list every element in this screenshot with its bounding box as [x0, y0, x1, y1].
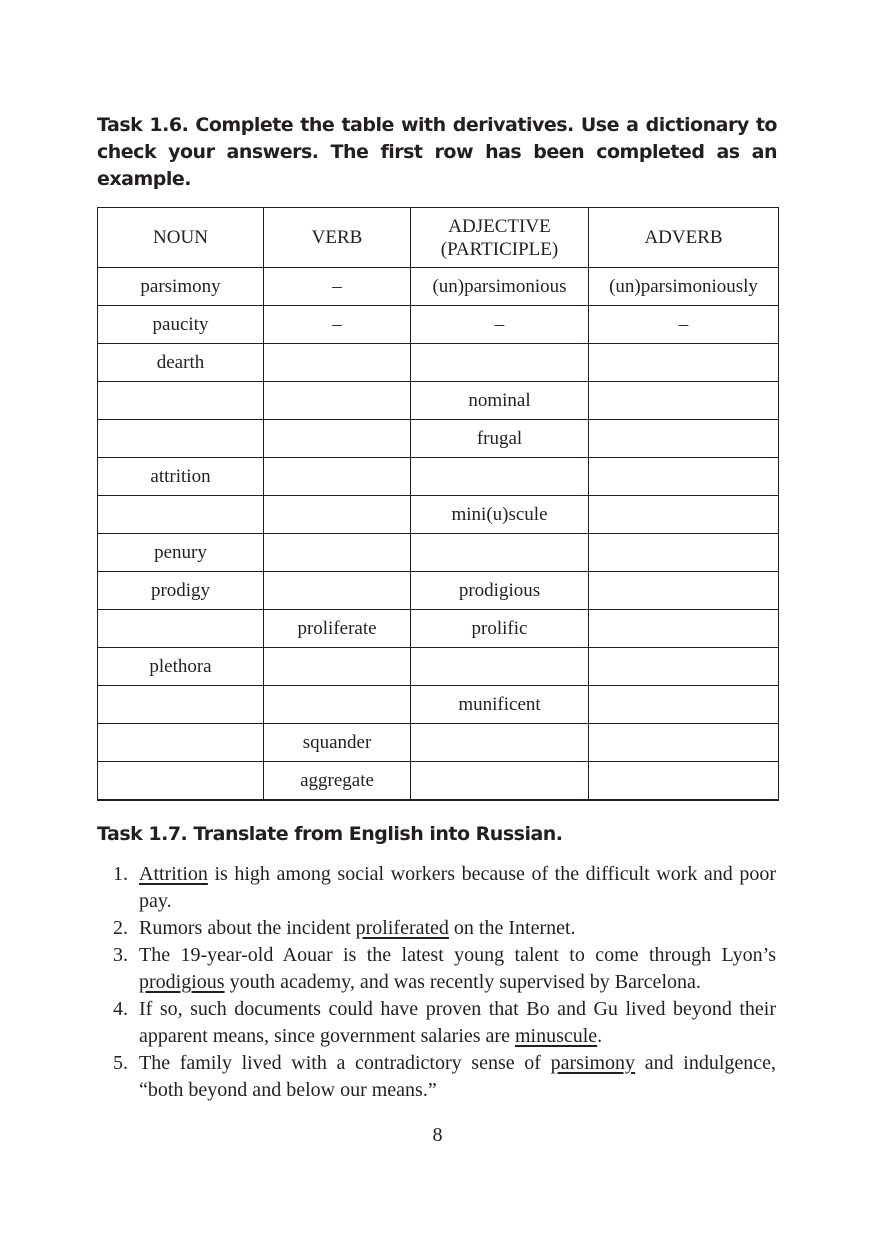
- cell-adverb: [589, 344, 779, 382]
- list-item-number: 3.: [113, 944, 128, 966]
- cell-noun: plethora: [98, 648, 264, 686]
- cell-verb: [264, 496, 411, 534]
- translation-sentences-list: [113, 861, 776, 1104]
- header-verb: VERB: [264, 208, 411, 268]
- header-adverb: ADVERB: [589, 208, 779, 268]
- list-item: [113, 915, 776, 942]
- list-item-number: 2.: [113, 917, 128, 939]
- list-item: [113, 942, 776, 996]
- cell-adjective: mini(u)scule: [411, 496, 589, 534]
- cell-adjective: prodigious: [411, 572, 589, 610]
- sentence-text-after: youth academy, and was recently supervised by Barcelona.: [224, 971, 701, 993]
- underlined-keyword: Attrition: [139, 863, 208, 885]
- cell-adjective: [411, 344, 589, 382]
- cell-adjective: [411, 724, 589, 762]
- cell-adjective: prolific: [411, 610, 589, 648]
- cell-noun: dearth: [98, 344, 264, 382]
- cell-adverb: –: [589, 306, 779, 344]
- header-noun: NOUN: [98, 208, 264, 268]
- table-row: [98, 420, 779, 458]
- cell-verb: [264, 420, 411, 458]
- header-adjective-line1: ADJECTIVE: [448, 215, 551, 237]
- cell-verb: [264, 648, 411, 686]
- cell-verb: [264, 686, 411, 724]
- table-row: [98, 382, 779, 420]
- cell-verb: [264, 458, 411, 496]
- table-row: [98, 648, 779, 686]
- cell-noun: paucity: [98, 306, 264, 344]
- table-row: [98, 268, 779, 306]
- cell-noun: [98, 496, 264, 534]
- sentence-text-before: The family lived with a contradictory sense of: [139, 1052, 551, 1074]
- cell-adverb: [589, 610, 779, 648]
- underlined-keyword: proliferated: [355, 917, 449, 939]
- underlined-keyword: prodigious: [139, 971, 225, 993]
- cell-adverb: [589, 572, 779, 610]
- cell-adverb: [589, 458, 779, 496]
- cell-adverb: [589, 648, 779, 686]
- cell-verb: aggregate: [264, 762, 411, 801]
- cell-adjective: [411, 762, 589, 801]
- list-item-number: 4.: [113, 998, 128, 1020]
- table-row: [98, 344, 779, 382]
- cell-adjective: nominal: [411, 382, 589, 420]
- cell-adverb: [589, 496, 779, 534]
- cell-adverb: [589, 762, 779, 801]
- sentence-text-before: If so, such documents could have proven that Bo and Gu lived beyond their apparent means, since government salaries are: [139, 998, 776, 1047]
- list-item: [113, 1050, 776, 1104]
- list-item: [113, 996, 776, 1050]
- table-row: [98, 572, 779, 610]
- sentence-text-after: is high among social workers because of the difficult work and poor pay.: [139, 863, 776, 912]
- cell-noun: [98, 382, 264, 420]
- table-row: [98, 534, 779, 572]
- cell-adjective: munificent: [411, 686, 589, 724]
- table-row: [98, 686, 779, 724]
- sentence-text-before: Rumors about the incident: [139, 917, 356, 939]
- cell-verb: [264, 572, 411, 610]
- cell-adjective: [411, 648, 589, 686]
- table-row: [98, 496, 779, 534]
- sentence-text-after: .: [597, 1025, 603, 1047]
- cell-adjective: –: [411, 306, 589, 344]
- header-adjective: [411, 208, 589, 268]
- cell-verb: –: [264, 306, 411, 344]
- cell-noun: parsimony: [98, 268, 264, 306]
- table-row: [98, 762, 779, 801]
- cell-verb: [264, 534, 411, 572]
- cell-adverb: (un)parsimoniously: [589, 268, 779, 306]
- cell-adverb: [589, 382, 779, 420]
- list-item-number: 1.: [113, 863, 128, 885]
- list-item: [113, 861, 776, 915]
- table-row: [98, 724, 779, 762]
- cell-verb: [264, 344, 411, 382]
- task-1-7-heading: Task 1.7. Translate from English into Russian.: [97, 823, 563, 845]
- derivatives-table: [97, 207, 779, 801]
- cell-adverb: [589, 420, 779, 458]
- cell-adjective: frugal: [411, 420, 589, 458]
- sentence-text-after: on the Internet.: [448, 917, 576, 939]
- cell-verb: –: [264, 268, 411, 306]
- page-number: 8: [432, 1124, 443, 1146]
- table-row: [98, 610, 779, 648]
- cell-verb: squander: [264, 724, 411, 762]
- cell-verb: proliferate: [264, 610, 411, 648]
- cell-adverb: [589, 534, 779, 572]
- cell-noun: penury: [98, 534, 264, 572]
- cell-adjective: [411, 534, 589, 572]
- cell-adjective: (un)parsimonious: [411, 268, 589, 306]
- cell-noun: [98, 724, 264, 762]
- cell-noun: [98, 420, 264, 458]
- cell-noun: [98, 610, 264, 648]
- table-header-row: [98, 208, 779, 268]
- underlined-keyword: minuscule: [514, 1025, 598, 1047]
- sentence-text-after: and indulgence, “both beyond and below our means.”: [139, 1052, 777, 1101]
- cell-noun: [98, 686, 264, 724]
- cell-adverb: [589, 686, 779, 724]
- table-row: [98, 306, 779, 344]
- list-item-number: 5.: [113, 1052, 128, 1074]
- cell-adjective: [411, 458, 589, 496]
- cell-verb: [264, 382, 411, 420]
- cell-noun: [98, 762, 264, 801]
- sentence-text-before: The 19-year-old Aouar is the latest young talent to come through Lyon’s: [139, 944, 776, 966]
- table-row: [98, 458, 779, 496]
- cell-noun: prodigy: [98, 572, 264, 610]
- cell-adverb: [589, 724, 779, 762]
- cell-noun: attrition: [98, 458, 264, 496]
- underlined-keyword: parsimony: [550, 1052, 636, 1074]
- task-1-6-heading: Task 1.6. Complete the table with derivatives. Use a dictionary to check your answers. The first row has been completed as an example.: [97, 114, 777, 190]
- header-adjective-line2: (PARTICIPLE): [440, 238, 559, 260]
